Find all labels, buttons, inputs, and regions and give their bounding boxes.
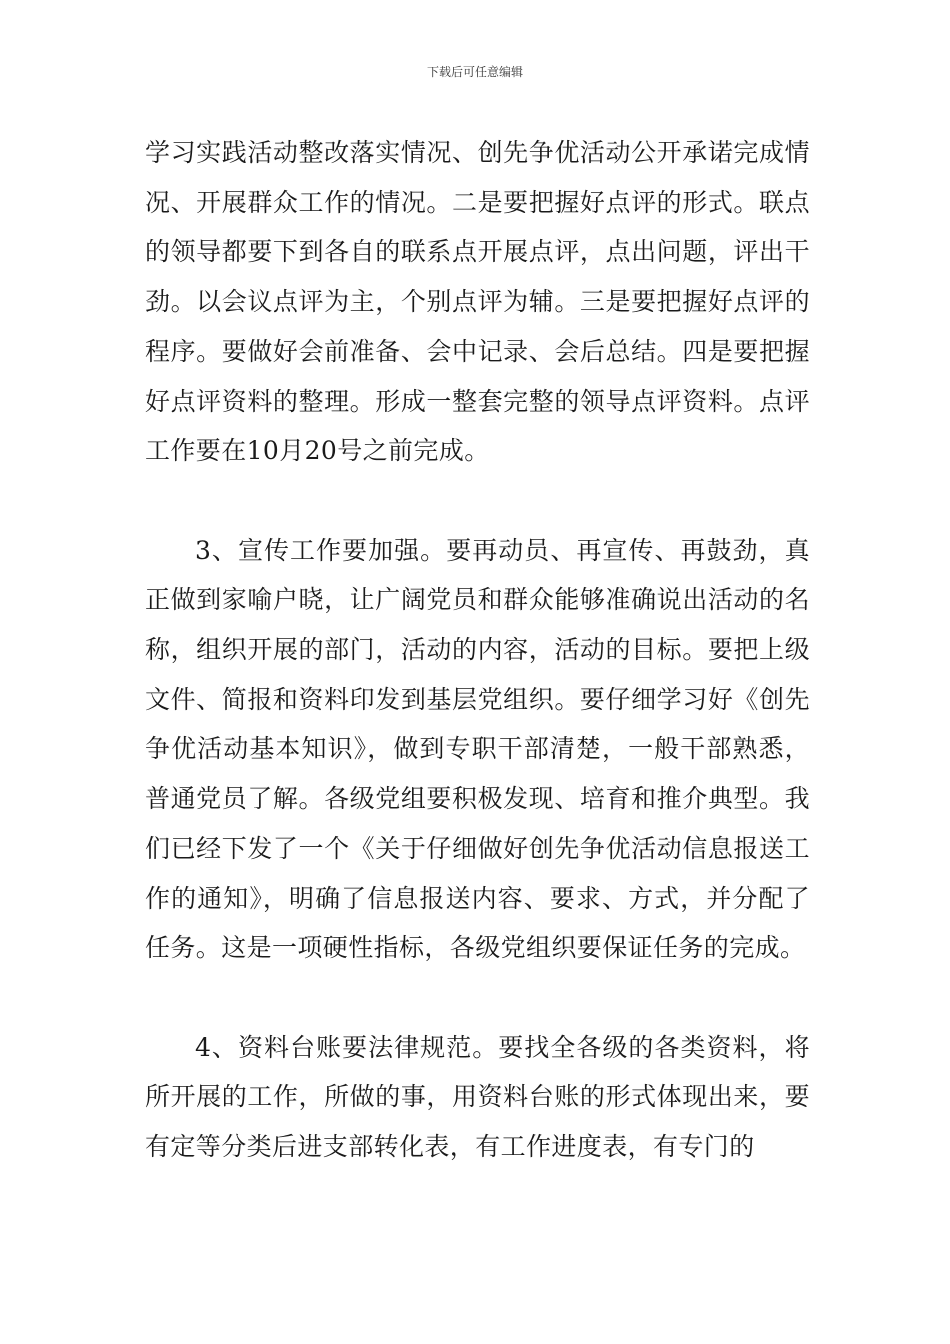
paragraph-continuation: 学习实践活动整改落实情况、创先争优活动公开承诺完成情况、开展群众工作的情况。二是要把握好点评的形式。联点的领导都要下到各自的联系点开展点评，点出问题，评出干劲。以会议点评为主，个别点评为辅。三是要把握好点评的程序。要做好会前准备、会中记录、会后总结。四是要把握好点评资料的整理。形成一整套完整的领导点评资料。点评工作要在10月20号之前完成。: [145, 138, 810, 466]
paragraph-gap: [145, 476, 810, 526]
paragraph-records: 4、资料台账要法律规范。要找全各级的各类资料，将所开展的工作，所做的事，用资料台账的形式体现出来，要有定等分类后进支部转化表，有工作进度表，有专门的: [145, 1032, 810, 1162]
page-header: 下载后可任意编辑: [426, 65, 523, 79]
document-body: [145, 128, 810, 1172]
paragraph-gap: [145, 973, 810, 1023]
paragraph-publicity: 3、宣传工作要加强。要再动员、再宣传、再鼓劲，真正做到家喻户晓，让广阔党员和群众能够准确说出活动的名称，组织开展的部门，活动的内容，活动的目标。要把上级文件、简报和资料印发到基层党组织。要仔细学习好《创先争优活动基本知识》，做到专职干部清楚，一般干部熟悉，普通党员了解。各级党组要积极发现、培育和推介典型。我们已经下发了一个《关于仔细做好创先争优活动信息报送工作的通知》，明确了信息报送内容、要求、方式，并分配了任务。这是一项硬性指标，各级党组织要保证任务的完成。: [145, 535, 810, 963]
